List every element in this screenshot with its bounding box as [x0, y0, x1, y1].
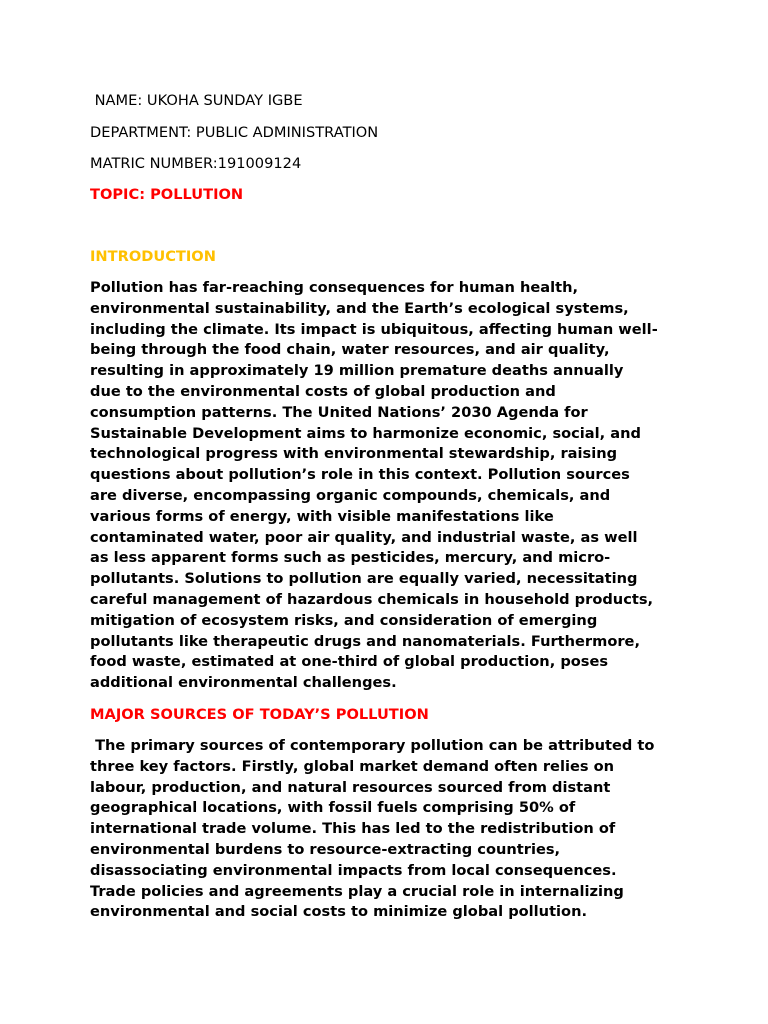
paragraph-line: resulting in approximately 19 million premature deaths annually: [90, 362, 624, 380]
paragraph-line: international trade volume. This has led to the redistribution of: [90, 820, 616, 838]
major-sources-heading: MAJOR SOURCES OF TODAY’S POLLUTION: [90, 706, 429, 723]
paragraph-line: questions about pollution’s role in this context. Pollution sources: [90, 466, 630, 484]
paragraph-line: The primary sources of contemporary pollution can be attributed to: [90, 737, 655, 754]
paragraph-line: consumption patterns. The United Nations’ 2030 Agenda for: [90, 403, 588, 421]
paragraph-line: are diverse, encompassing organic compounds, chemicals, and: [90, 486, 611, 504]
paragraph-line: as less apparent forms such as pesticides, mercury, and micro-: [90, 549, 611, 567]
major-sources-paragraph: [90, 736, 690, 923]
paragraph-line: careful management of hazardous chemicals in household products,: [90, 590, 654, 608]
paragraph-line: pollutants. Solutions to pollution are equally varied, necessitating: [90, 570, 638, 588]
paragraph-line: additional environmental challenges.: [90, 674, 397, 692]
paragraph-line: food waste, estimated at one-third of global production, poses: [90, 653, 609, 671]
paragraph-line: three key factors. Firstly, global market demand often relies on: [90, 757, 615, 775]
paragraph-line: being through the food chain, water resources, and air quality,: [90, 341, 610, 359]
paragraph-line: geographical locations, with fossil fuels comprising 50% of: [90, 799, 576, 817]
paragraph-line: contaminated water, poor air quality, and industrial waste, as well: [90, 528, 638, 546]
paragraph-line: due to the environmental costs of global production and: [90, 382, 556, 400]
paragraph-line: mitigation of ecosystem risks, and consideration of emerging: [90, 611, 598, 629]
paragraph-line: environmental sustainability, and the Earth’s ecological systems,: [90, 299, 629, 317]
introduction-paragraph: [90, 278, 690, 694]
topic-heading: TOPIC: POLLUTION: [90, 186, 244, 203]
matric-number: MATRIC NUMBER:191009124: [90, 155, 302, 172]
paragraph-line: environmental burdens to resource-extracting countries,: [90, 840, 561, 858]
paragraph-line: technological progress with environmental stewardship, raising: [90, 445, 618, 463]
paragraph-line: Trade policies and agreements play a crucial role in internalizing: [90, 882, 624, 900]
paragraph-line: including the climate. Its impact is ubiquitous, affecting human well-: [90, 320, 658, 338]
paragraph-line: environmental and social costs to minimize global pollution.: [90, 903, 588, 921]
paragraph-line: Pollution has far-reaching consequences for human health,: [90, 279, 579, 296]
paragraph-line: various forms of energy, with visible manifestations like: [90, 507, 554, 525]
student-department: DEPARTMENT: PUBLIC ADMINISTRATION: [90, 124, 379, 141]
paragraph-line: pollutants like therapeutic drugs and nanomaterials. Furthermore,: [90, 632, 640, 650]
student-name: NAME: UKOHA SUNDAY IGBE: [90, 92, 303, 109]
paragraph-line: Sustainable Development aims to harmonize economic, social, and: [90, 424, 641, 442]
introduction-heading: INTRODUCTION: [90, 248, 216, 265]
paragraph-line: labour, production, and natural resources sourced from distant: [90, 778, 611, 796]
paragraph-line: disassociating environmental impacts from local consequences.: [90, 861, 617, 879]
